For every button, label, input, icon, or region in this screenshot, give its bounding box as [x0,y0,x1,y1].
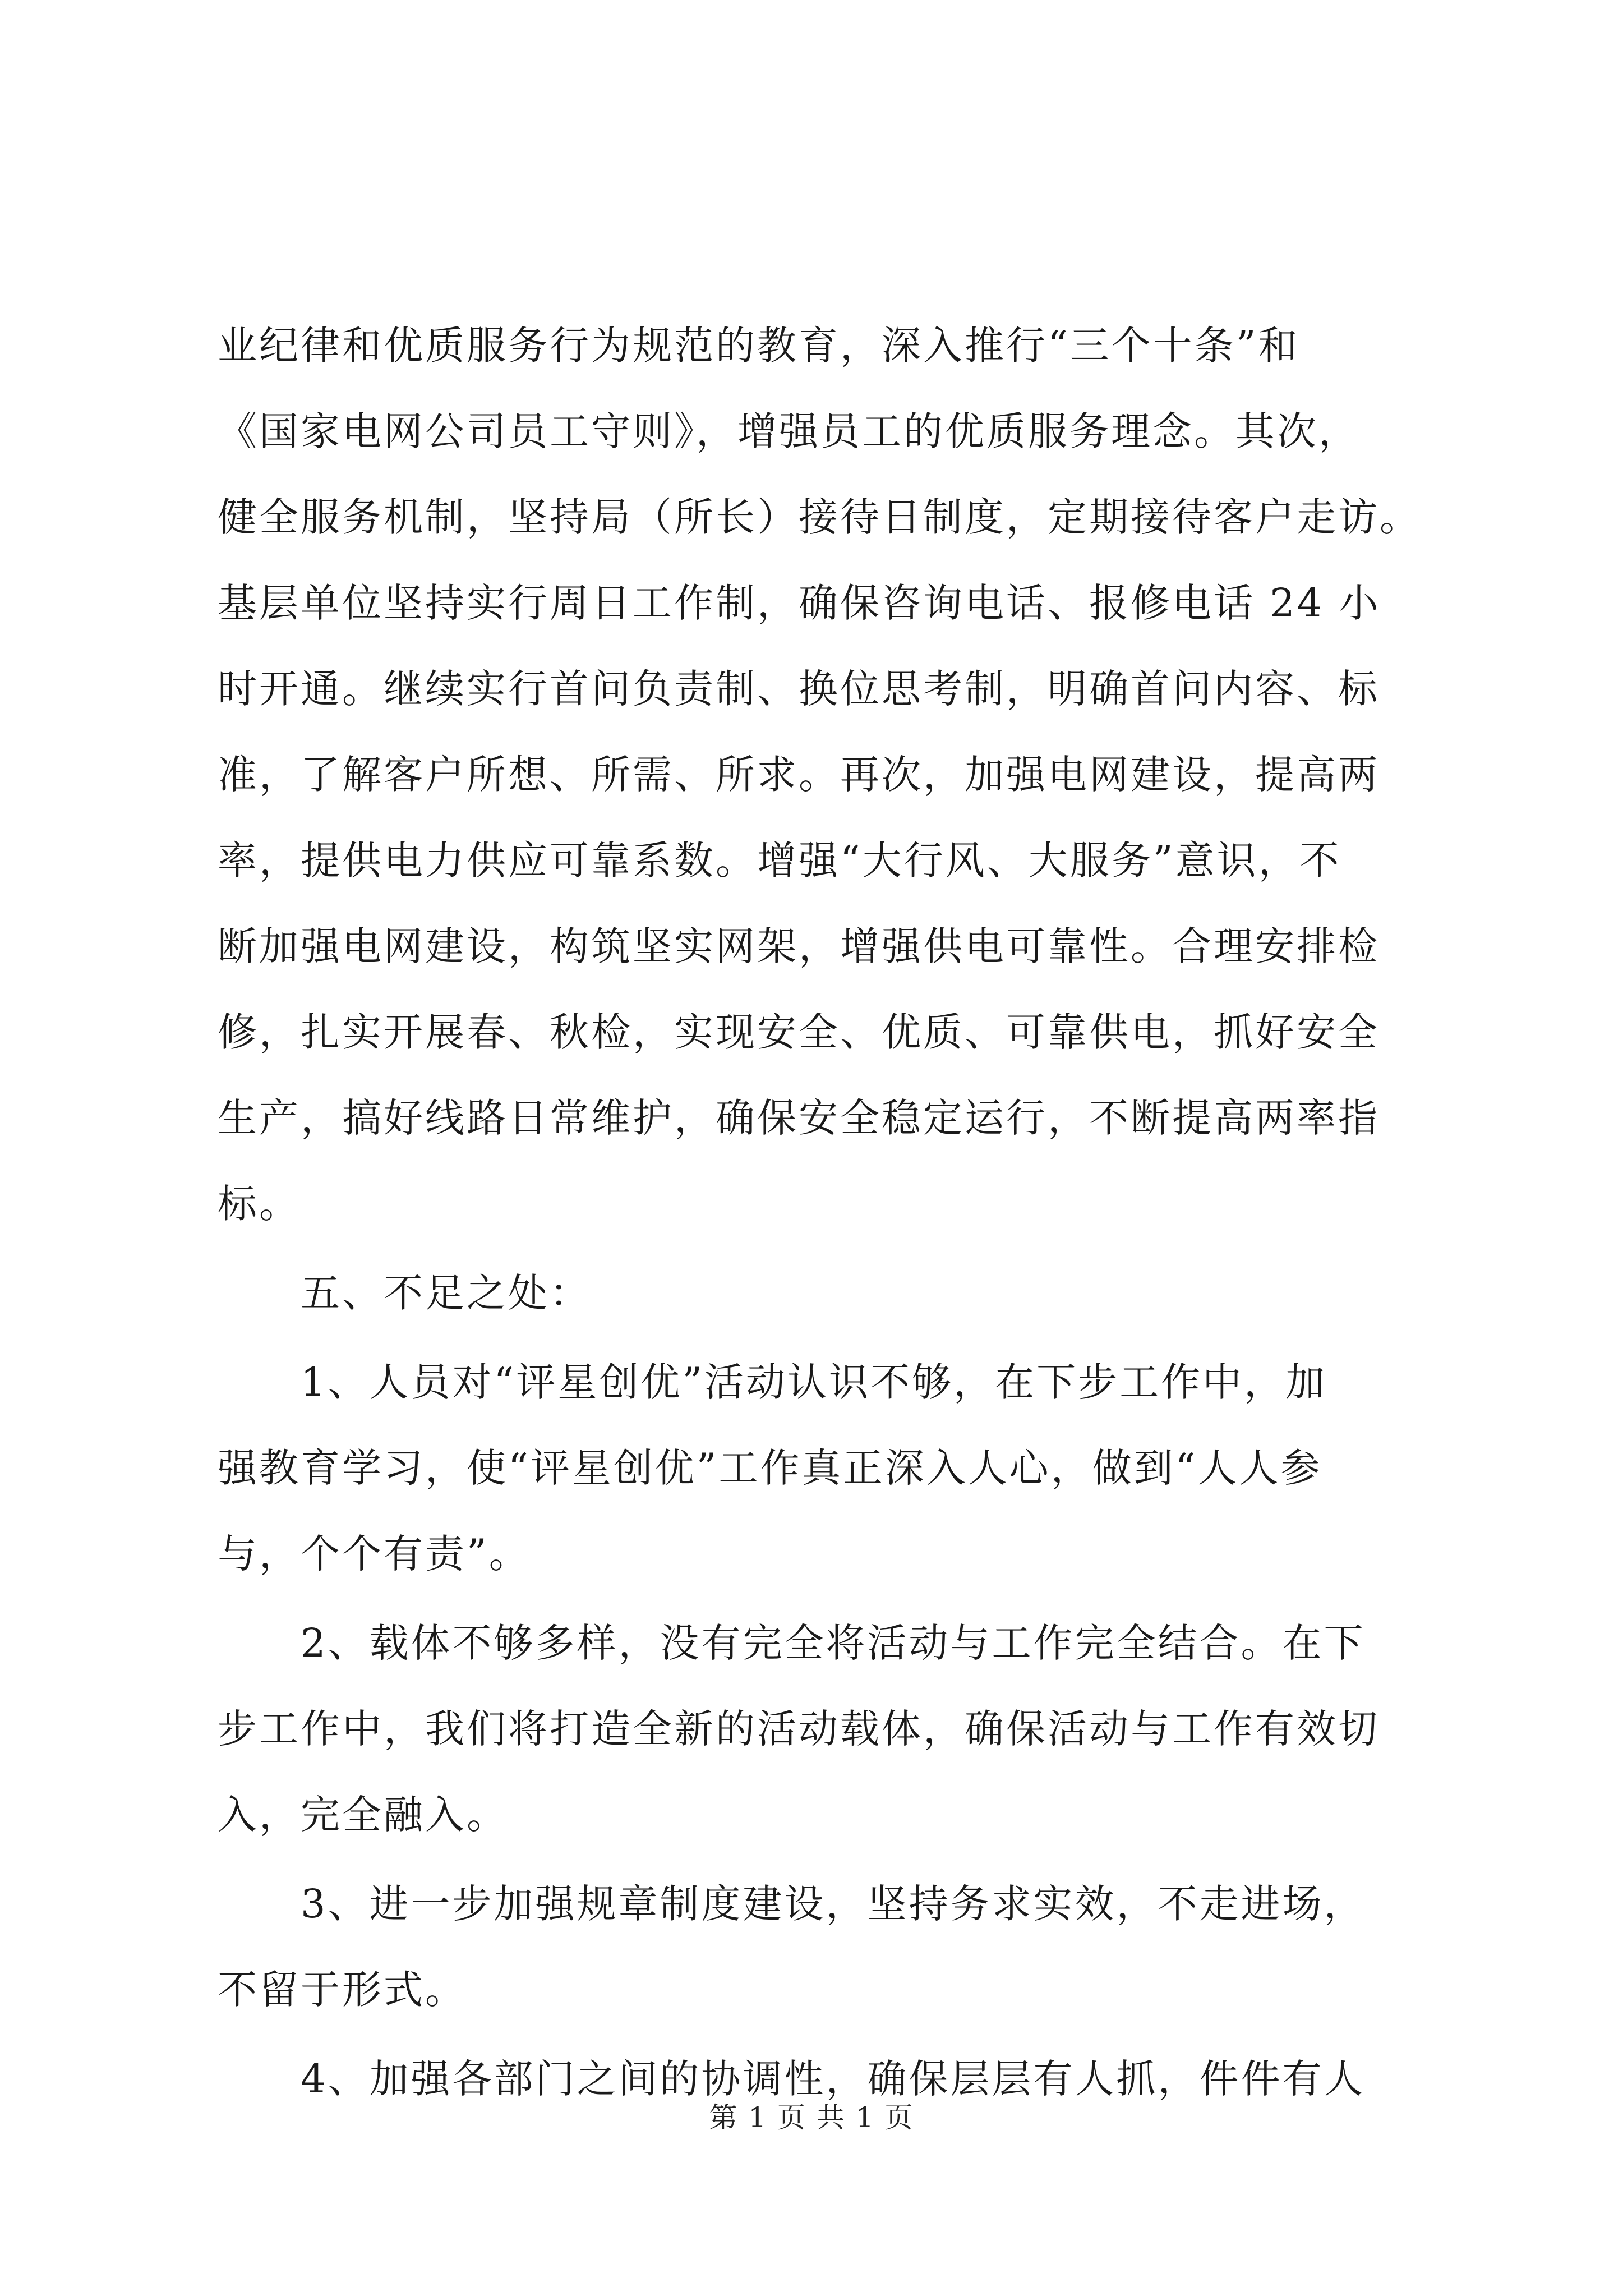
section-heading: 五、不足之处： [301,1270,591,1316]
list-item-line: 3、进一步加强规章制度建设，坚持务求实效，不走进场， [301,1881,1366,1927]
paragraph-line: 时开通。继续实行首问负责制、换位思考制，明确首问内容、标 [218,666,1380,712]
document-body [218,303,1423,2122]
paragraph-line: 基层单位坚持实行周日工作制，确保咨询电话、报修电话 24 小 [218,580,1381,626]
paragraph-line: 健全服务机制，坚持局（所长）接待日制度，定期接待客户走访。 [218,494,1421,540]
list-item-line: 1、人员对“评星创优”活动认识不够，在下步工作中，加 [301,1359,1327,1405]
paragraph-line: 生产，搞好线路日常维护，确保安全稳定运行，不断提高两率指 [218,1095,1380,1141]
paragraph-line: 《国家电网公司员工守则》，增强员工的优质服务理念。其次， [218,408,1360,454]
list-item-line: 2、载体不够多样，没有完全将活动与工作完全结合。在下 [301,1620,1366,1666]
paragraph-line: 率，提供电力供应可靠系数。增强“大行风、大服务”意识，不 [218,838,1341,884]
list-item-line: 4、加强各部门之间的协调性，确保层层有人抓，件件有人 [301,2056,1366,2102]
list-item-line: 步工作中，我们将打造全新的活动载体，确保活动与工作有效切 [218,1706,1380,1752]
list-item-line: 与，个个有责”。 [218,1531,531,1577]
list-item-line: 强教育学习，使“评星创优”工作真正深入人心，做到“人人参 [218,1445,1322,1491]
list-item-line: 入，完全融入。 [218,1792,508,1838]
paragraph-line: 准，了解客户所想、所需、所求。再次，加强电网建设，提高两 [218,752,1380,798]
paragraph-line: 修，扎实开展春、秋检，实现安全、优质、可靠供电，抓好安全 [218,1009,1380,1055]
page-number-footer: 第 1 页 共 1 页 [709,2101,914,2134]
list-item-line: 不留于形式。 [218,1967,467,2013]
paragraph-line: 断加强电网建设，构筑坚实网架，增强供电可靠性。合理安排检 [218,923,1380,969]
paragraph-line: 业纪律和优质服务行为规范的教育，深入推行“三个十条”和 [218,323,1300,369]
paragraph-line: 标。 [218,1181,301,1227]
